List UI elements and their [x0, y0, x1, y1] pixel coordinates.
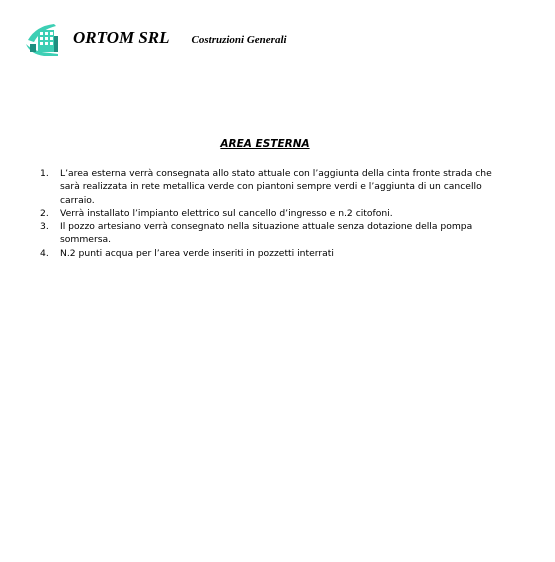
list-item — [40, 207, 510, 220]
section-title: AREA ESTERNA — [220, 138, 310, 150]
items-list — [40, 167, 510, 260]
item-text: Verrà installato l’impianto elettrico sul cancello d’ingresso e n.2 citofoni. — [60, 207, 393, 219]
item-number: 4. — [40, 247, 49, 259]
list-item — [40, 247, 510, 260]
letterhead — [24, 20, 287, 60]
list-item — [40, 220, 510, 247]
list-item — [40, 167, 510, 207]
building-logo-icon — [24, 22, 60, 58]
item-number: 1. — [40, 168, 49, 179]
item-number: 3. — [40, 221, 49, 233]
company-subtitle: Costruzioni Generali — [191, 34, 287, 46]
item-text: L’area esterna verrà consegnata allo stato attuale con l’aggiunta della cinta fronte strada che sarà realizzata in rete metallica verde con piantoni sempre verdi e l’aggiunta di un cancello carraio. — [60, 168, 492, 206]
item-text: N.2 punti acqua per l’area verde inseriti in pozzetti interrati — [60, 247, 334, 259]
item-number: 2. — [40, 207, 49, 219]
item-text: Il pozzo artesiano verrà consegnato nella situazione attuale senza dotazione della pompa sommersa. — [60, 221, 473, 246]
company-name: ORTOM SRL — [73, 28, 170, 47]
